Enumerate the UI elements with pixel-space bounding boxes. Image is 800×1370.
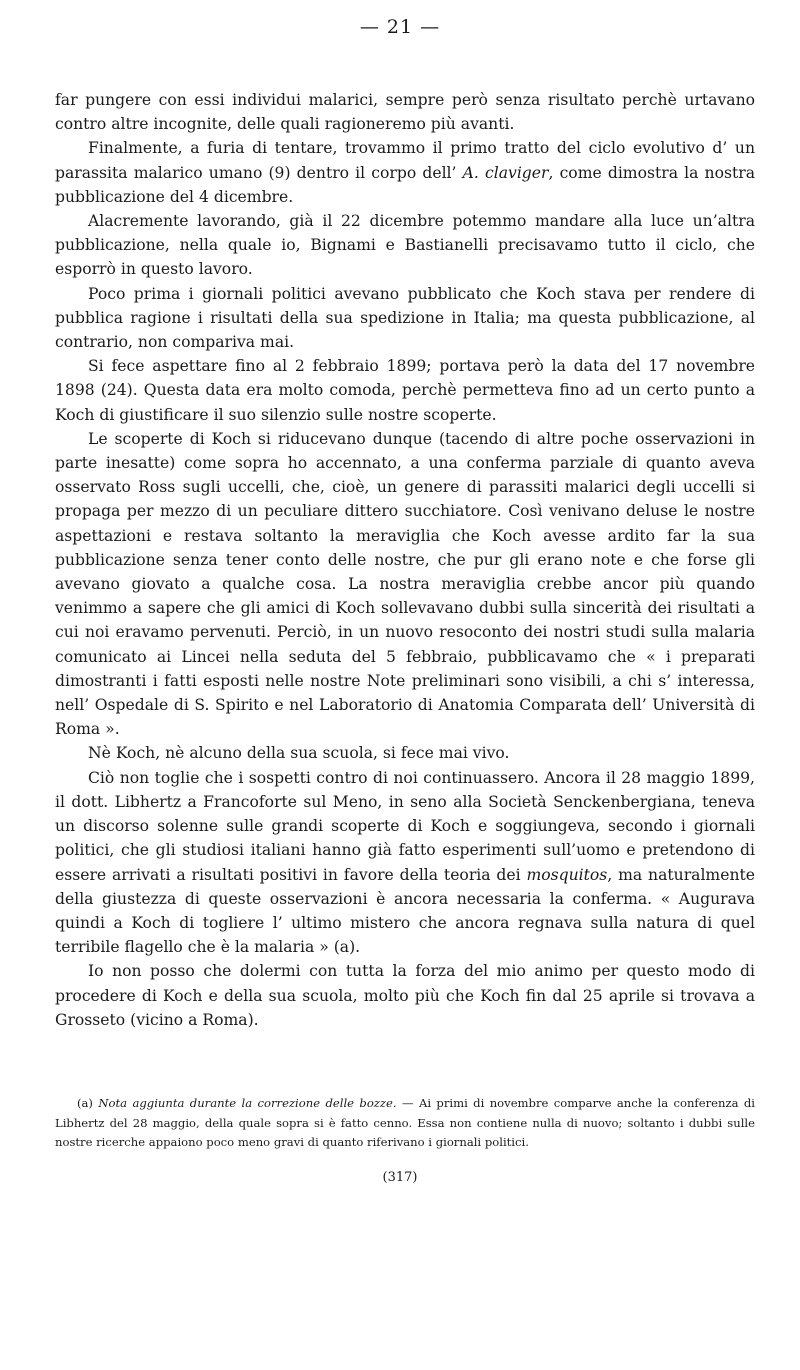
footnote-marker: (a) [77,1096,93,1110]
paragraph: Ciò non toglie che i sospetti contro di noi continuassero. Ancora il 28 maggio 1899, il dott. Libhertz a Francoforte sul Meno, in seno alla Società Senckenbergiana, teneva un discorso solenne sulle grandi scoperte di Koch e soggiungeva, secondo i giornali politici, che gli studiosi italiani hanno già fatto esperimenti sull’uomo e pretendono di essere arrivati a risultati positivi in favore della teoria dei mosquitos, ma naturalmente della giustezza di queste osservazioni è ancora necessaria la conferma. « Augurava quindi a Koch di togliere l’ ultimo mistero che ancora regnava sulla natura di quel terribile flagello che è la malaria » (a). [55,768,755,957]
paragraph: Si fece aspettare fino al 2 febbraio 1899; portava però la data del 17 novembre 1898 (24). Questa data era molto comoda, perchè permetteva fino ad un certo punto a Koch di giustificare il suo silenzio sulle nostre scoperte. [55,357,755,424]
body-text [55,88,755,1032]
footnote-text: — Ai primi di novembre comparve anche la conferenza di Libhertz del 28 maggio, della quale sopra si è fatto cenno. Essa non contiene nulla di nuovo; soltanto i dubbi sulle nostre ricerche appaiono poco meno gravi di quanto riferivano i giornali politici. [55,1096,755,1150]
paragraph: Le scoperte di Koch si riducevano dunque (tacendo di altre poche osservazioni in parte inesatte) come sopra ho accennato, a una conferma parziale di quanto aveva osservato Ross sugli uccelli, che, cioè, un genere di parassiti malarici degli uccelli si propaga per mezzo di un peculiare dittero succhiatore. Così venivano deluse le nostre aspettazioni e restava soltanto la meraviglia che Koch avesse ardito far la sua pubblicazione senza tener conto delle nostre, che pur gli erano note e che forse gli avevano giovato a qualche cosa. La nostra meraviglia crebbe ancor più quando venimmo a sapere che gli amici di Koch sollevavano dubbi sulla sincerità dei risultati a cui noi eravamo pervenuti. Perciò, in un nuovo resoconto dei nostri studi sulla malaria comunicato ai Lincei nella seduta del 5 febbraio, pubblicavamo che « i preparati dimostranti i fatti esposti nelle nostre Note preliminari sono visibili, a chi s’ interessa, nell’ Ospedale di S. Spirito e nel Laboratorio di Anatomia Comparata dell’ Università di Roma ». [55,429,755,739]
species-name: A. claviger [462,163,549,182]
paragraph: Poco prima i giornali politici avevano pubblicato che Koch stava per rendere di pubblica ragione i risultati della sua spedizione in Italia; ma questa pubblicazione, al contrario, non compariva mai. [55,284,755,352]
paragraph: Finalmente, a furia di tentare, trovammo il primo tratto del ciclo evolutivo d’ un parassita malarico umano (9) dentro il corpo dell’ A. claviger, come dimostra la nostra pubblicazione del 4 dicembre. [55,139,756,206]
italic-term: mosquitos [526,865,608,884]
footnote [55,1094,755,1153]
paragraph: far pungere con essi individui malarici, sempre però senza risultato perchè urtavano contro altre incognite, delle quali ragioneremo più avanti. [55,91,755,134]
paragraph: Alacremente lavorando, già il 22 dicembre potemmo mandare alla luce un’altra pubblicazione, nella quale io, Bignami e Bastianelli precisavamo tutto il ciclo, che esporrò in questo lavoro. [55,212,755,279]
paragraph: Io non posso che dolermi con tutta la forza del mio animo per questo modo di procedere di Koch e della sua scuola, molto più che Koch fin dal 25 aprile si trovava a Grosseto (vicino a Roma). [55,962,755,1029]
footnote-heading: Nota aggiunta durante la correzione delle bozze. [98,1096,397,1110]
folio-number: (317) [382,1170,418,1185]
page-number: — 21 — [359,16,441,38]
paragraph: Nè Koch, nè alcuno della sua scuola, si fece mai vivo. [88,744,510,763]
